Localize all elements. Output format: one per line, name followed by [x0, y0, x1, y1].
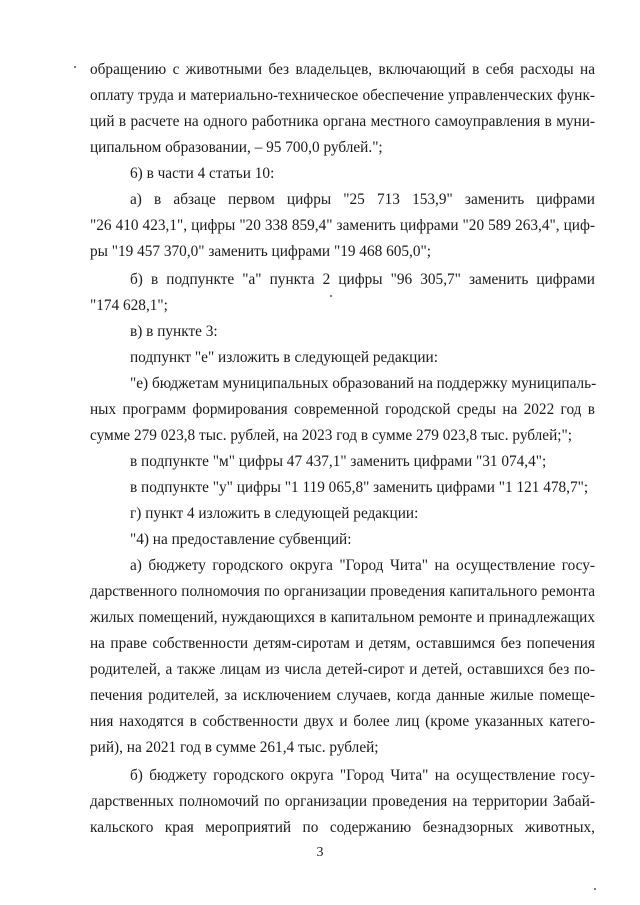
text-line: печения родителей, за исключением случаев, когда данные жилые помеще- — [90, 687, 595, 704]
text-line: "е) бюджетам муниципальных образований на поддержку муниципаль- — [130, 375, 597, 392]
scan-speck — [74, 66, 76, 68]
text-line: сумме 279 023,8 тыс. рублей, на 2023 год в сумме 279 023,8 тыс. рублей;"; — [90, 427, 573, 444]
text-line: ций в расчете на одного работника органа местного самоуправления в муни- — [90, 113, 595, 130]
text-line: "4) на предоставление субвенций: — [130, 531, 352, 548]
text-line: в подпункте "м" цифры 47 437,1" заменить цифрами "31 074,4"; — [130, 453, 547, 470]
text-line: ры "19 457 370,0" заменить цифрами "19 468 605,0"; — [90, 243, 431, 260]
scan-speck — [330, 295, 332, 297]
text-line: г) пункт 4 изложить в следующей редакции: — [130, 505, 419, 522]
text-line: родителей, а также лицам из числа детей-сирот и детей, оставшихся без по- — [90, 661, 595, 678]
text-line: а) в абзаце первом цифры "25 713 153,9" заменить цифрами — [130, 191, 595, 208]
text-line: в подпункте "у" цифры "1 119 065,8" заменить цифрами "1 121 478,7"; — [130, 479, 589, 496]
text-line: кальского края мероприятий по содержанию безнадзорных животных, — [90, 819, 595, 836]
text-line: дарственного полномочия по организации проведения капитального ремонта — [90, 583, 595, 600]
text-line: в) в пункте 3: — [130, 323, 218, 340]
text-line: а) бюджету городского округа "Город Чита" на осуществление госу- — [130, 557, 595, 574]
page-number: 3 — [316, 845, 324, 860]
text-line: "174 628,1"; — [90, 297, 168, 314]
text-line: 6) в части 4 статьи 10: — [130, 165, 275, 182]
text-line: б) бюджету городского округа "Город Чита" на осуществление госу- — [130, 767, 595, 784]
text-line: жилых помещений, нуждающихся в капитальном ремонте и принадлежащих — [90, 609, 595, 626]
text-line: "26 410 423,1", цифры "20 338 859,4" заменить цифрами "20 589 263,4", циф- — [90, 217, 595, 234]
text-line: ных программ формирования современной городской среды на 2022 год в — [90, 401, 595, 418]
text-line: дарственных полномочий по организации проведения на территории Забай- — [90, 793, 595, 810]
scan-speck — [594, 888, 596, 890]
text-line: на праве собственности детям-сиротам и детям, оставшимся без попечения — [90, 635, 595, 652]
text-line: ния находятся в собственности двух и более лиц (кроме указанных катего- — [90, 713, 595, 730]
text-line: обращению с животными без владельцев, включающий в себя расходы на — [90, 61, 595, 78]
text-line: рий), на 2021 год в сумме 261,4 тыс. рублей; — [90, 739, 379, 756]
text-line: б) в подпункте "а" пункта 2 цифры "96 305,7" заменить цифрами — [130, 271, 595, 288]
text-line: оплату труда и материально-техническое обеспечение управленческих функ- — [90, 87, 595, 104]
text-line: подпункт "е" изложить в следующей редакции: — [130, 349, 438, 366]
text-line: ципальном образовании, – 95 700,0 рублей."; — [90, 139, 383, 156]
